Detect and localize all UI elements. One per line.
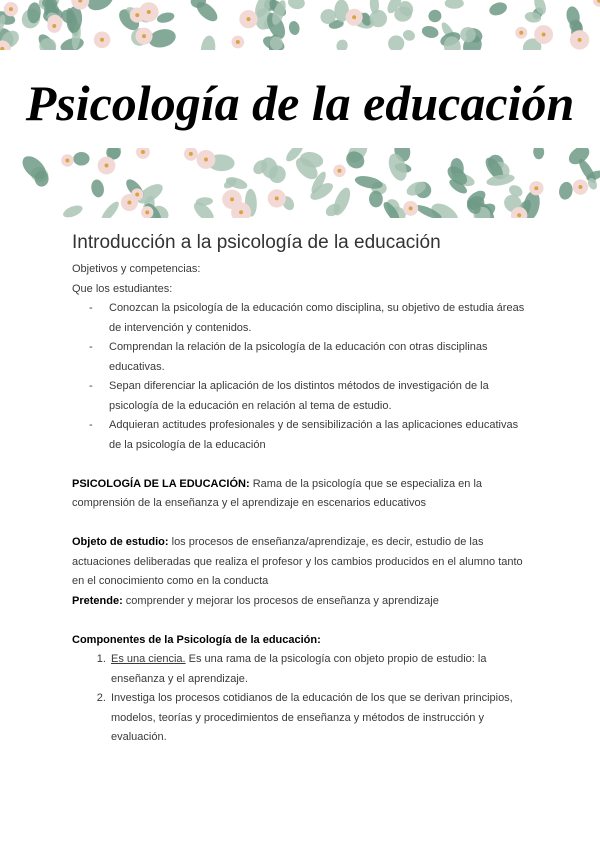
flower-center — [517, 213, 521, 217]
list-item: - Comprendan la relación de la psicología de la educación con otras disciplinas educativas. — [109, 338, 527, 377]
flower-center — [105, 164, 109, 168]
flower-center — [145, 210, 149, 214]
floral-banner-bottom — [0, 148, 600, 218]
definition-term: PSICOLOGÍA DE LA EDUCACIÓN: — [72, 477, 250, 490]
leaf-shape — [156, 11, 176, 25]
flower-center — [275, 196, 279, 200]
leaf-shape — [199, 35, 216, 50]
flower-center — [52, 24, 56, 28]
page-title-container — [0, 70, 600, 136]
document-body — [72, 230, 527, 748]
leaf-shape — [427, 9, 442, 24]
object-paragraph — [72, 533, 527, 592]
flower-center — [135, 13, 139, 17]
flower-center — [534, 186, 538, 190]
leaf-shape — [99, 199, 122, 218]
list-item: - Sepan diferenciar la aplicación de los distintos métodos de investigación de la psicología de la educación en relación al tema de estudio. — [109, 377, 527, 416]
object-term: Objeto de estudio: — [72, 536, 169, 548]
definition-text: Rama de la psicología que se especializa en la comprensión de la enseñanza y el aprendizaje en escenarios educativos — [72, 477, 483, 509]
flower-center — [135, 192, 139, 196]
flower-center — [142, 34, 146, 38]
flower-center — [352, 15, 356, 19]
flower-center — [141, 150, 145, 154]
flower-center — [239, 210, 243, 214]
students-label: Que los estudiantes: — [72, 282, 173, 295]
flower-center — [189, 152, 193, 156]
flower-center — [147, 10, 151, 14]
leaf-shape — [90, 178, 106, 198]
leaf-shape — [288, 20, 301, 36]
flower-center — [578, 185, 582, 189]
object-text: los procesos de enseñanza/aprendizaje, es decir, estudio de las actuaciones deliberadas que realiza el profesor y los cambios producidos en el alumno tanto en el conocimiento como en la conducta — [72, 536, 523, 587]
components-heading — [72, 631, 527, 651]
floral-banner-top — [0, 0, 600, 50]
flower-center — [204, 157, 208, 161]
flower-center — [65, 158, 69, 162]
flower-center — [247, 17, 251, 21]
flower-center — [9, 7, 13, 11]
components-heading-text: Componentes de la Psicología de la educación: — [72, 633, 321, 646]
flower-center — [100, 38, 104, 42]
components-list — [72, 650, 527, 748]
flower-center — [578, 38, 582, 42]
underlined-term: Es una ciencia. — [111, 653, 186, 665]
component-text: Investiga los procesos cotidianos de la educación de los que se derivan principios, modelos, teorías y procedimientos de enseñanza y métodos de instrucción y evaluación. — [111, 692, 513, 743]
leaf-shape — [421, 24, 440, 39]
flower-center — [542, 33, 546, 37]
list-item — [109, 650, 527, 689]
aim-term: Pretende: — [72, 594, 123, 607]
leaf-shape — [287, 0, 306, 11]
component-text: Es una rama de la psicología con objeto propio de estudio: la enseñanza y el aprendizaje. — [111, 653, 487, 685]
aim-paragraph — [72, 592, 527, 612]
list-item: - Conozcan la psicología de la educación como disciplina, su objetivo de estudia áreas de intervención y contenidos. — [109, 299, 527, 338]
objectives-list — [72, 299, 527, 455]
flower-center — [519, 31, 523, 35]
list-item: - Adquieran actitudes profesionales y de sensibilización a las aplicaciones educativas de la psicología de la educación — [109, 416, 527, 455]
leaf-shape — [488, 0, 509, 17]
flower-center — [337, 169, 341, 173]
page-title: Psicología de la educación — [25, 75, 575, 131]
flower-center — [409, 206, 413, 210]
leaf-shape — [335, 38, 350, 50]
aim-text: comprender y mejorar los procesos de enseñanza y aprendizaje — [122, 594, 439, 607]
leaf-shape — [558, 181, 575, 201]
flower-center — [230, 197, 234, 201]
list-item — [109, 689, 527, 748]
flower-center — [127, 201, 131, 205]
leaf-shape — [193, 0, 220, 25]
leaf-shape — [533, 148, 545, 160]
leaf-shape — [61, 203, 84, 218]
flower-center — [236, 40, 240, 44]
leaf-shape — [73, 152, 90, 166]
section-heading: Introducción a la psicología de la educación — [72, 232, 441, 253]
definition-paragraph — [72, 475, 527, 514]
leaf-shape — [445, 0, 464, 9]
objectives-label: Objetivos y competencias: — [72, 263, 201, 275]
